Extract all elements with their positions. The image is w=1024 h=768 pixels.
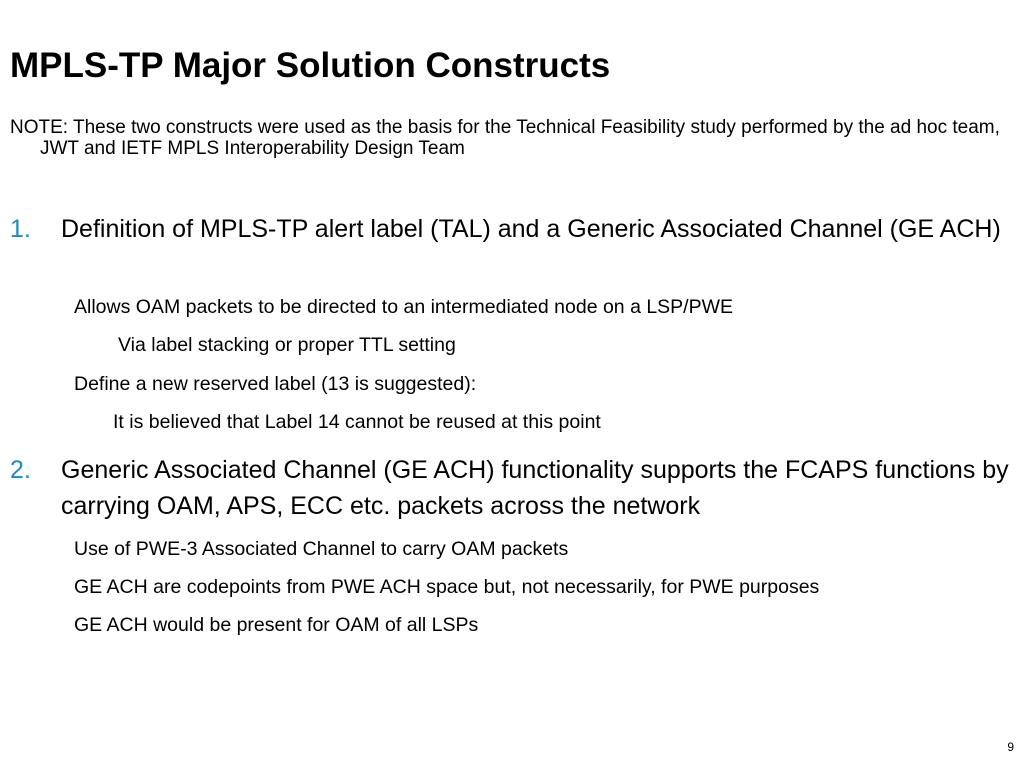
slide-title: MPLS-TP Major Solution Constructs bbox=[10, 46, 611, 85]
list-item-1-text: Definition of MPLS-TP alert label (TAL) and a Generic Associated Channel (GE ACH) bbox=[61, 215, 1001, 243]
list-number-2: 2. bbox=[10, 456, 31, 484]
list-item-2-text: Generic Associated Channel (GE ACH) functionality supports the FCAPS functions by carrying OAM, APS, ECC etc. packets across the network bbox=[61, 456, 1009, 520]
subpoint-1-4: It is believed that Label 14 cannot be reused at this point bbox=[113, 411, 601, 433]
subpoint-1-2: Via label stacking or proper TTL setting bbox=[118, 334, 456, 356]
list-item-2 bbox=[10, 452, 1010, 524]
page-number: 9 bbox=[1007, 740, 1014, 754]
subpoint-1-1: Allows OAM packets to be directed to an intermediated node on a LSP/PWE bbox=[74, 296, 734, 318]
subpoint-2-2: GE ACH are codepoints from PWE ACH space but, not necessarily, for PWE purposes bbox=[74, 576, 820, 598]
note-text: NOTE: These two constructs were used as the basis for the Technical Feasibility study performed by the ad hoc team, JWT and IETF MPLS Interoperability Design Team bbox=[10, 117, 1000, 159]
list-item-1 bbox=[10, 211, 1010, 247]
subpoint-2-3: GE ACH would be present for OAM of all LSPs bbox=[74, 614, 479, 636]
list-number-1: 1. bbox=[10, 215, 31, 243]
subpoint-2-1: Use of PWE-3 Associated Channel to carry OAM packets bbox=[74, 538, 569, 560]
subpoint-1-3: Define a new reserved label (13 is suggested): bbox=[74, 373, 477, 395]
